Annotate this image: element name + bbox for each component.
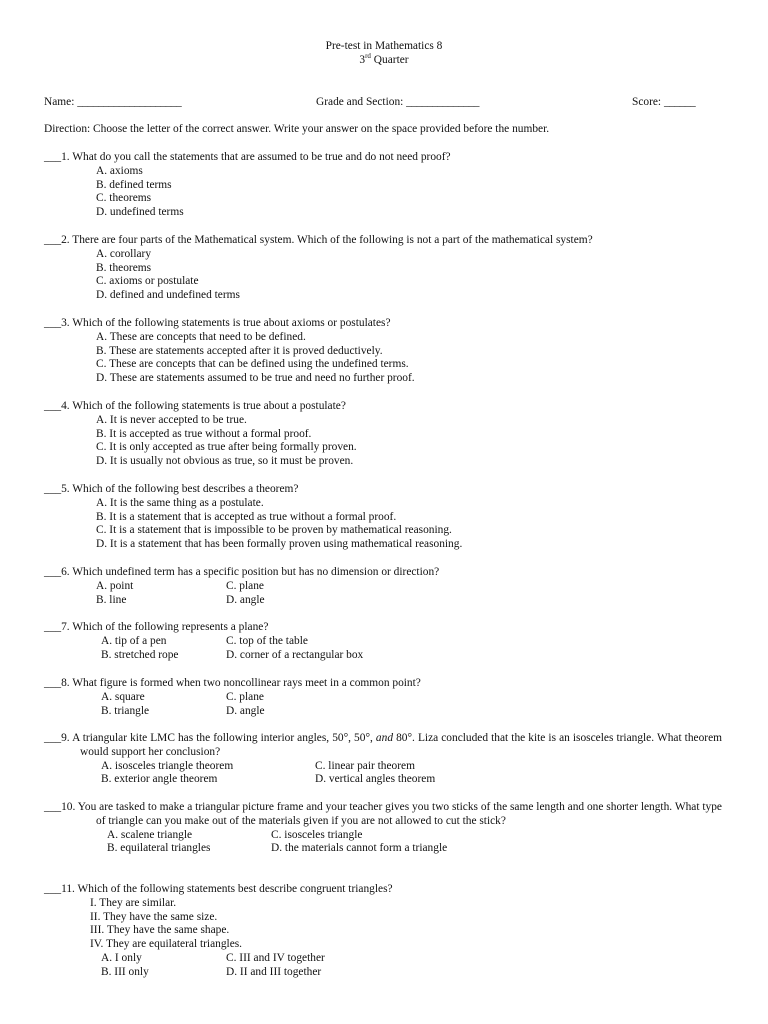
question-stem[interactable]: ___4. Which of the following statements is true about a postulate? xyxy=(44,400,346,412)
statement-iv: IV. They are equilateral triangles. xyxy=(90,938,243,951)
name-label: Name: xyxy=(44,96,75,108)
question-stem[interactable]: ___3. Which of the following statements is true about axioms or postulates? xyxy=(44,317,391,329)
option-c: C. It is a statement that is impossible to be proven by mathematical reasoning. xyxy=(96,524,452,537)
option-b: B. It is accepted as true without a formal proof. xyxy=(96,427,312,440)
option-b: B. triangle xyxy=(101,704,150,717)
statement-ii: II. They have the same size. xyxy=(90,910,218,923)
option-b: B. defined terms xyxy=(96,178,172,191)
option-a: A. I only xyxy=(101,951,142,964)
question-3 xyxy=(44,317,722,386)
question-6 xyxy=(44,566,722,607)
option-d: D. It is usually not obvious as true, so it must be proven. xyxy=(96,455,354,468)
option-c: C. axioms or postulate xyxy=(96,275,199,288)
option-b: B. These are statements accepted after it is proved deductively. xyxy=(96,344,383,357)
option-d: D. corner of a rectangular box xyxy=(226,648,364,661)
option-c: C. These are concepts that can be defined using the undefined terms. xyxy=(96,358,409,371)
option-b: B. theorems xyxy=(96,261,152,274)
option-d: D. vertical angles theorem xyxy=(315,773,436,786)
document-title: Pre-test in Mathematics 8 xyxy=(325,40,443,52)
option-b: B. stretched rope xyxy=(101,648,179,661)
question-stem[interactable]: ___11. Which of the following statements best describe congruent triangles? xyxy=(44,883,393,895)
question-2 xyxy=(44,234,722,303)
option-a: A. These are concepts that need to be defined. xyxy=(96,330,306,343)
question-9 xyxy=(44,732,722,787)
option-d: D. defined and undefined terms xyxy=(96,289,240,302)
question-stem[interactable]: ___2. There are four parts of the Mathematical system. Which of the following is not a part of the mathematical system? xyxy=(44,234,593,246)
name-field[interactable] xyxy=(44,96,181,110)
quarter-superscript: rd xyxy=(365,52,371,61)
score-blank[interactable]: ______ xyxy=(663,96,696,108)
option-c: C. III and IV together xyxy=(226,951,325,964)
question-stem[interactable]: ___7. Which of the following represents a plane? xyxy=(44,621,269,633)
question-stem[interactable]: ___1. What do you call the statements that are assumed to be true and do not need proof? xyxy=(44,151,451,163)
option-d: D. II and III together xyxy=(226,965,322,978)
statement-i: I. They are similar. xyxy=(90,896,177,909)
grade-section-label: Grade and Section: xyxy=(316,96,404,108)
quarter-number: 3 xyxy=(359,54,366,66)
question-7 xyxy=(44,621,722,662)
option-a: A. point xyxy=(96,579,134,592)
option-c: C. plane xyxy=(226,690,264,703)
question-stem[interactable]: ___5. Which of the following best describes a theorem? xyxy=(44,483,299,495)
quarter-label xyxy=(0,54,768,68)
option-b: B. line xyxy=(96,593,127,606)
option-b: B. III only xyxy=(101,965,149,978)
option-c: C. plane xyxy=(226,579,264,592)
question-stem[interactable]: ___10. You are tasked to make a triangular picture frame and your teacher gives you two sticks of the same length and one shorter length. What type of triangle can you make out of the materials given if you are not allowed to cut the stick? xyxy=(44,801,722,827)
option-b: B. equilateral triangles xyxy=(107,842,211,855)
score-field[interactable] xyxy=(632,96,695,110)
option-c: C. theorems xyxy=(96,192,152,205)
quarter-word: Quarter xyxy=(373,54,409,66)
option-d: D. angle xyxy=(226,593,265,606)
question-10 xyxy=(44,801,722,856)
option-a: A. tip of a pen xyxy=(101,634,167,647)
grade-section-blank[interactable]: ______________ xyxy=(406,96,479,108)
option-a: A. corollary xyxy=(96,247,152,260)
question-stem[interactable] xyxy=(44,732,722,760)
option-d: D. angle xyxy=(226,704,265,717)
grade-section-field[interactable] xyxy=(316,96,479,110)
document-header xyxy=(0,40,768,68)
option-a: A. axioms xyxy=(96,164,143,177)
student-info-row xyxy=(44,96,714,110)
question-1 xyxy=(44,151,722,220)
question-stem-part: and xyxy=(375,732,394,744)
option-d: D. the materials cannot form a triangle xyxy=(271,842,448,855)
option-c: C. isosceles triangle xyxy=(271,828,363,841)
option-c: C. top of the table xyxy=(226,634,308,647)
option-a: A. isosceles triangle theorem xyxy=(101,759,234,772)
option-c: C. It is only accepted as true after being formally proven. xyxy=(96,441,357,454)
option-b: B. exterior angle theorem xyxy=(101,773,218,786)
option-d: D. It is a statement that has been formally proven using mathematical reasoning. xyxy=(96,538,463,551)
option-a: A. square xyxy=(101,690,145,703)
question-stem-part: ___9. A triangular kite LMC has the following interior angles, 50°, 50°, xyxy=(44,732,376,744)
question-stem-part: 80°. Liza concluded that the kite is an isosceles triangle. What theorem would support her conclusion? xyxy=(80,732,723,758)
option-a: A. It is the same thing as a postulate. xyxy=(96,496,264,509)
option-a: A. It is never accepted to be true. xyxy=(96,413,247,426)
question-11 xyxy=(44,883,722,980)
question-stem[interactable]: ___8. What figure is formed when two noncollinear rays meet in a common point? xyxy=(44,677,421,689)
question-8 xyxy=(44,677,722,718)
option-b: B. It is a statement that is accepted as true without a formal proof. xyxy=(96,510,397,523)
question-4 xyxy=(44,400,722,469)
question-stem[interactable]: ___6. Which undefined term has a specific position but has no dimension or direction? xyxy=(44,566,440,578)
directions-text: Direction: Choose the letter of the correct answer. Write your answer on the space provided before the number. xyxy=(44,123,550,135)
option-d: D. These are statements assumed to be true and need no further proof. xyxy=(96,372,415,385)
option-a: A. scalene triangle xyxy=(107,828,193,841)
question-5 xyxy=(44,483,722,552)
option-c: C. linear pair theorem xyxy=(315,759,415,772)
score-label: Score: xyxy=(632,96,662,108)
option-d: D. undefined terms xyxy=(96,206,184,219)
name-blank[interactable]: ____________________ xyxy=(77,96,182,108)
statement-iii: III. They have the same shape. xyxy=(90,924,230,937)
